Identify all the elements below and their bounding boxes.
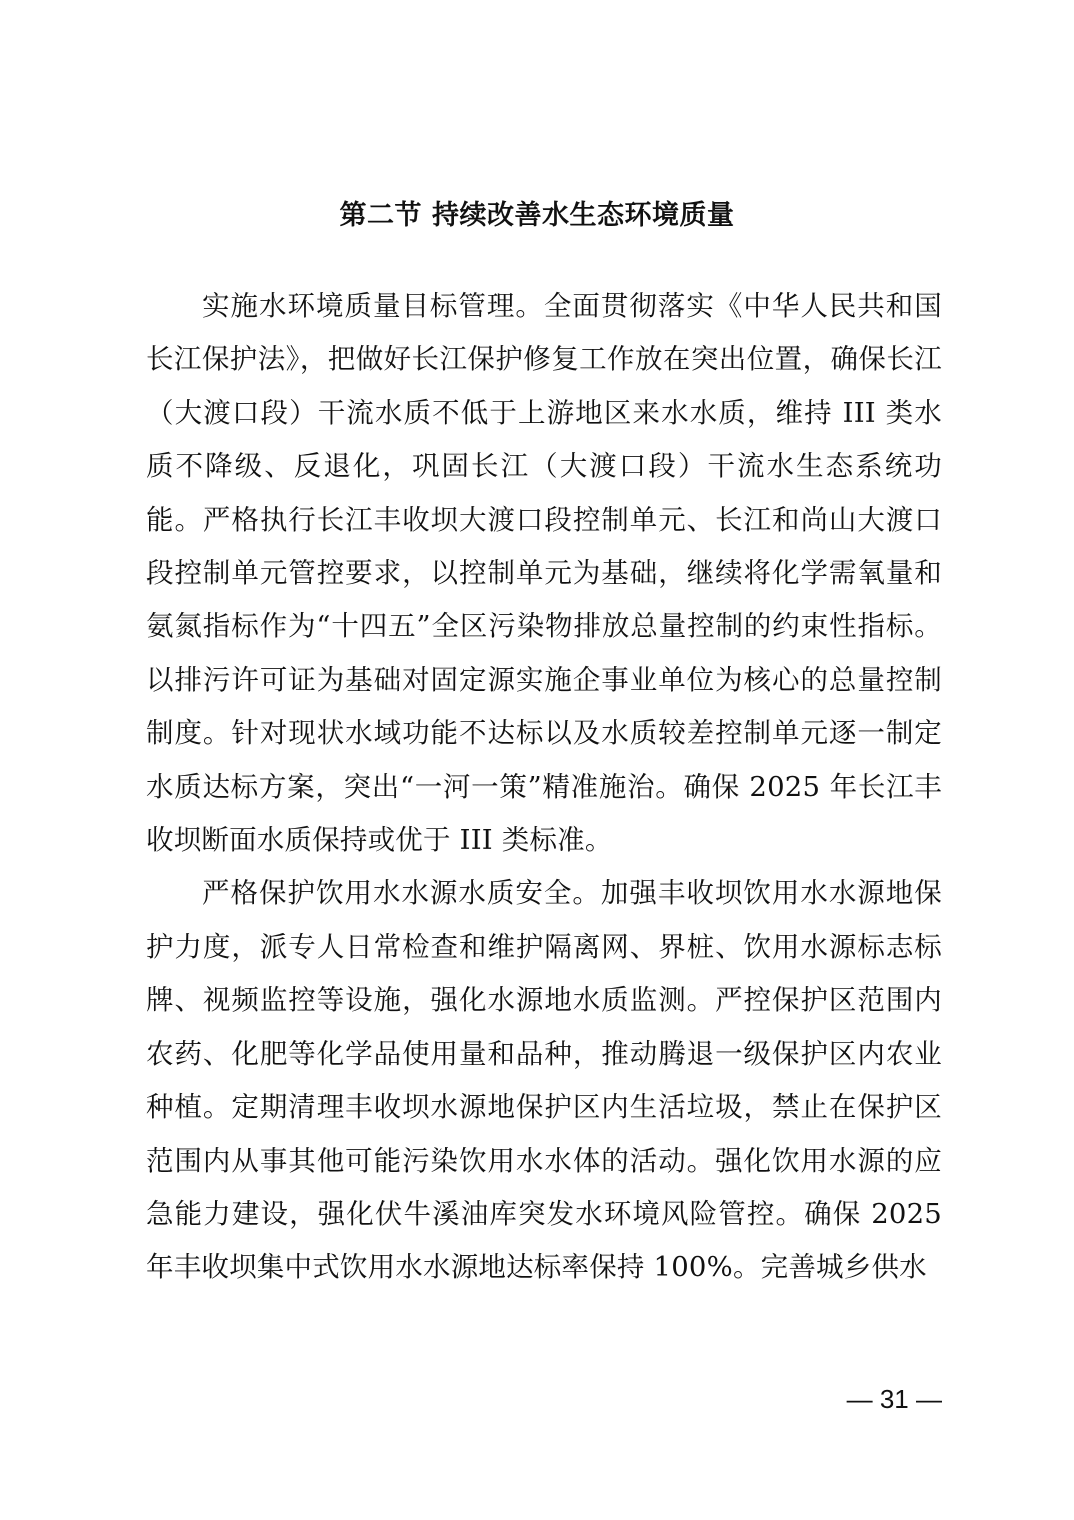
paragraph-water-quality-management: 实施水环境质量目标管理。全面贯彻落实《中华人民共和国长江保护法》，把做好长江保护修复工作放在突出位置，确保长江（大渡口段）干流水质不低于上游地区来水水质，维持 III 类水质不降级、反退化，巩固长江（大渡口段）干流水生态系统功能。严格执行长江丰收坝大渡口段控制单元、长江和尚山大渡口段控制单元管控要求，以控制单元为基础，继续将化学需氧量和氨氮指标作为“十四五”全区污染物排放总量控制的约束性指标。以排污许可证为基础对固定源实施企事业单位为核心的总量控制制度。针对现状水域功能不达标以及水质较差控制单元逐一制定水质达标方案，突出“一河一策”精准施治。确保 2025 年长江丰收坝断面水质保持或优于 III 类标准。 (146, 290, 942, 857)
section-heading: 第二节 持续改善水生态环境质量 (339, 200, 735, 231)
page-number: — 31 — (846, 1384, 942, 1414)
body-text (146, 280, 942, 1295)
paragraph-drinking-water-protection: 严格保护饮用水水源水质安全。加强丰收坝饮用水水源地保护力度，派专人日常检查和维护隔离网、界桩、饮用水源标志标牌、视频监控等设施，强化水源地水质监测。严控保护区范围内农药、化肥等化学品使用量和品种，推动腾退一级保护区内农业种植。定期清理丰收坝水源地保护区内生活垃圾，禁止在保护区范围内从事其他可能污染饮用水水体的活动。强化饮用水源的应急能力建设，强化伏牛溪油库突发水环境风险管控。确保 2025 年丰收坝集中式饮用水水源地达标率保持 100%。完善城乡供水 (146, 877, 942, 1284)
